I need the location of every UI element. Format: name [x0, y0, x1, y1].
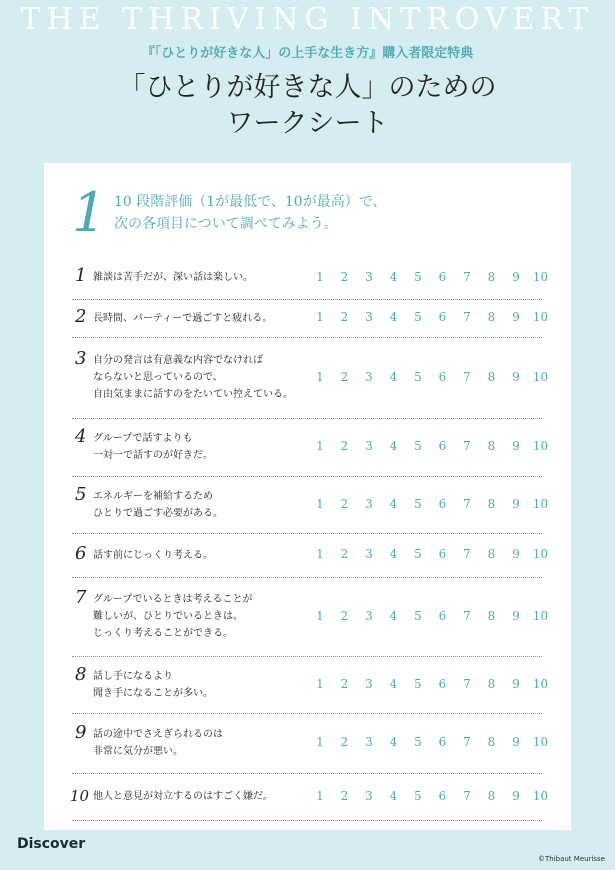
- rating-option-5[interactable]: 5: [414, 788, 422, 803]
- item-statement: [93, 547, 213, 564]
- rating-option-1[interactable]: 1: [316, 310, 324, 324]
- rating-option-2[interactable]: 2: [340, 496, 349, 511]
- rating-option-7[interactable]: 7: [463, 369, 471, 384]
- rating-option-9[interactable]: 9: [512, 676, 520, 691]
- rating-row: [72, 533, 549, 578]
- rating-option-7[interactable]: 7: [463, 676, 471, 691]
- item-number: 9: [75, 722, 87, 743]
- rating-option-9[interactable]: 9: [512, 269, 520, 284]
- rating-option-4[interactable]: 4: [389, 310, 398, 324]
- statement-line: 自分の発言は有意義な内容でなければ: [93, 355, 263, 366]
- rating-option-3[interactable]: 3: [365, 676, 373, 691]
- rating-row: [72, 577, 549, 657]
- rating-row: [72, 713, 549, 774]
- rating-row: [72, 656, 549, 714]
- item-number: 3: [75, 348, 87, 369]
- rating-option-6[interactable]: 6: [438, 547, 447, 561]
- rating-option-10[interactable]: 10: [532, 496, 549, 511]
- rating-option-3[interactable]: 3: [365, 310, 373, 324]
- rating-option-5[interactable]: 5: [414, 496, 422, 511]
- rating-option-10[interactable]: 10: [532, 608, 549, 623]
- statement-line: エネルギーを補給するため: [93, 490, 213, 502]
- section-instruction: [114, 191, 386, 235]
- rating-option-3[interactable]: 3: [365, 439, 373, 453]
- item-statement: [93, 488, 223, 522]
- rating-option-3[interactable]: 3: [365, 496, 373, 511]
- item-number: 4: [75, 426, 87, 447]
- statement-line: 雑談は苦手だが、深い話は楽しい。: [93, 272, 253, 283]
- statement-line: 話す前にじっくり考える。: [93, 549, 213, 561]
- rating-option-6[interactable]: 6: [438, 676, 447, 691]
- book-subtitle: 『「ひとりが好きな人」の上手な生き方』購入者限定特典: [141, 46, 474, 61]
- rating-option-2[interactable]: 2: [340, 369, 349, 384]
- rating-option-5[interactable]: 5: [414, 369, 422, 384]
- rating-option-4[interactable]: 4: [389, 788, 398, 803]
- rating-option-7[interactable]: 7: [463, 608, 471, 623]
- rating-option-5[interactable]: 5: [414, 310, 422, 324]
- rating-option-4[interactable]: 4: [389, 439, 398, 453]
- rating-option-4[interactable]: 4: [389, 608, 398, 623]
- rating-option-7[interactable]: 7: [463, 310, 471, 324]
- statement-line: 話の途中でさえぎられるのは: [93, 729, 223, 740]
- rating-option-6[interactable]: 6: [438, 269, 447, 284]
- rating-option-6[interactable]: 6: [438, 496, 447, 511]
- rating-option-3[interactable]: 3: [365, 547, 373, 561]
- item-statement: [93, 352, 293, 403]
- item-statement: [93, 788, 273, 805]
- rating-option-2[interactable]: 2: [340, 439, 349, 453]
- rating-option-2[interactable]: 2: [340, 735, 349, 749]
- item-statement: [93, 668, 213, 702]
- statement-line: 他人と意見が対立するのはすごく嫌だ。: [93, 791, 273, 802]
- rating-option-5[interactable]: 5: [414, 608, 422, 623]
- item-statement: [93, 310, 272, 327]
- rating-option-3[interactable]: 3: [365, 608, 373, 623]
- item-statement: [93, 591, 253, 642]
- item-number: 7: [75, 587, 87, 608]
- rating-option-10[interactable]: 10: [532, 676, 549, 691]
- rating-row: [72, 418, 549, 477]
- rating-option-7[interactable]: 7: [463, 496, 471, 511]
- rating-option-3[interactable]: 3: [365, 788, 373, 803]
- rating-option-8[interactable]: 8: [487, 676, 496, 691]
- statement-line: ならないと思っているので、: [93, 372, 223, 383]
- rating-option-1[interactable]: 1: [316, 439, 324, 453]
- rating-option-1[interactable]: 1: [316, 735, 324, 749]
- rating-option-5[interactable]: 5: [414, 735, 422, 749]
- rating-option-1[interactable]: 1: [316, 547, 324, 561]
- statement-line: 非常に気分が悪い。: [93, 746, 183, 757]
- rating-option-7[interactable]: 7: [463, 269, 471, 284]
- rating-option-8[interactable]: 8: [487, 608, 496, 623]
- rating-option-4[interactable]: 4: [389, 547, 398, 561]
- statement-line: 自由気ままに話すのをたいてい控えている。: [93, 389, 293, 400]
- series-title: THE THRIVING INTROVERT: [20, 2, 595, 37]
- rating-option-2[interactable]: 2: [340, 676, 349, 691]
- rating-row: [72, 337, 549, 419]
- rating-option-10[interactable]: 10: [532, 735, 549, 749]
- instruction-line-2: 次の各項目について調べてみよう。: [114, 216, 338, 232]
- rating-option-10[interactable]: 10: [532, 369, 549, 384]
- rating-option-10[interactable]: 10: [532, 269, 549, 284]
- item-statement: [93, 726, 223, 760]
- item-number: 2: [75, 305, 87, 327]
- statement-line: じっくり考えることができる。: [93, 628, 233, 639]
- rating-option-10[interactable]: 10: [532, 547, 549, 561]
- item-statement: [93, 430, 213, 464]
- rating-option-4[interactable]: 4: [389, 496, 398, 511]
- rating-option-2[interactable]: 2: [340, 608, 349, 623]
- rating-option-9[interactable]: 9: [512, 608, 520, 623]
- rating-option-8[interactable]: 8: [487, 547, 496, 561]
- rating-option-6[interactable]: 6: [438, 310, 447, 324]
- rating-row: [72, 256, 549, 300]
- item-number: 6: [75, 542, 87, 564]
- rating-option-10[interactable]: 10: [532, 788, 549, 803]
- rating-option-3[interactable]: 3: [365, 269, 373, 284]
- item-number: 8: [75, 663, 87, 685]
- rating-option-8[interactable]: 8: [487, 310, 496, 324]
- publisher-logo: Discover: [17, 836, 86, 852]
- rating-option-2[interactable]: 2: [340, 269, 349, 284]
- rating-option-2[interactable]: 2: [340, 547, 349, 561]
- rating-option-8[interactable]: 8: [487, 735, 496, 749]
- rating-option-6[interactable]: 6: [438, 439, 447, 453]
- rating-option-4[interactable]: 4: [389, 269, 398, 284]
- section-number: 1: [72, 181, 107, 244]
- rating-option-1[interactable]: 1: [316, 369, 324, 384]
- rating-option-7[interactable]: 7: [463, 735, 471, 749]
- rating-option-6[interactable]: 6: [438, 369, 447, 384]
- item-number: 5: [75, 483, 87, 505]
- rating-option-9[interactable]: 9: [512, 788, 520, 803]
- rating-option-9[interactable]: 9: [512, 310, 520, 324]
- rating-option-5[interactable]: 5: [414, 439, 422, 453]
- page-title: [0, 70, 615, 142]
- statement-line: グループで話すよりも: [93, 433, 193, 444]
- rating-option-5[interactable]: 5: [414, 676, 422, 691]
- rating-option-10[interactable]: 10: [532, 310, 549, 324]
- rating-option-5[interactable]: 5: [414, 269, 422, 284]
- rating-row: [72, 476, 549, 534]
- rating-option-7[interactable]: 7: [463, 439, 471, 453]
- rating-option-3[interactable]: 3: [365, 735, 373, 749]
- rating-option-2[interactable]: 2: [340, 788, 349, 803]
- rating-option-7[interactable]: 7: [463, 788, 471, 803]
- rating-option-1[interactable]: 1: [316, 269, 324, 284]
- rating-option-4[interactable]: 4: [389, 369, 398, 384]
- rating-option-8[interactable]: 8: [487, 269, 496, 284]
- statement-line: 長時間、パーティーで過ごすと疲れる。: [93, 312, 273, 324]
- rating-option-8[interactable]: 8: [487, 496, 496, 511]
- rating-option-8[interactable]: 8: [487, 439, 496, 453]
- rating-option-9[interactable]: 9: [512, 547, 520, 561]
- rating-option-2[interactable]: 2: [340, 310, 349, 324]
- statement-line: 難しいが、ひとりでいるときは、: [93, 611, 243, 622]
- rating-option-9[interactable]: 9: [512, 439, 520, 453]
- rating-option-8[interactable]: 8: [487, 788, 496, 803]
- rating-option-7[interactable]: 7: [463, 547, 471, 561]
- rating-option-9[interactable]: 9: [512, 735, 520, 749]
- rating-row: [70, 773, 549, 821]
- title-line-2: ワークシート: [226, 108, 389, 139]
- instruction-line-1: 10 段階評価（1が最低で、10が最高）で、: [114, 194, 387, 210]
- rating-option-10[interactable]: 10: [532, 439, 549, 453]
- rating-row: [72, 299, 549, 338]
- rating-option-4[interactable]: 4: [389, 735, 398, 749]
- rating-option-1[interactable]: 1: [316, 788, 324, 803]
- item-number: 10: [70, 787, 90, 805]
- statement-line: 話し手になるより: [93, 670, 173, 682]
- statement-line: ひとりで過ごす必要がある。: [93, 507, 223, 519]
- item-number: 1: [75, 265, 87, 286]
- rating-option-4[interactable]: 4: [389, 676, 398, 691]
- rating-option-8[interactable]: 8: [487, 369, 496, 384]
- rating-option-9[interactable]: 9: [512, 496, 520, 511]
- copyright-credit: ©Thibaut Meurisse: [537, 855, 605, 863]
- statement-line: グループでいるときは考えることが: [93, 594, 253, 605]
- statement-line: 聞き手になることが多い。: [93, 687, 213, 699]
- rating-option-6[interactable]: 6: [438, 788, 447, 803]
- rating-option-6[interactable]: 6: [438, 735, 447, 749]
- rating-option-6[interactable]: 6: [438, 608, 447, 623]
- rating-option-1[interactable]: 1: [316, 608, 324, 623]
- rating-option-5[interactable]: 5: [414, 547, 422, 561]
- title-line-1: 「ひとりが好きな人」のための: [118, 72, 497, 103]
- statement-line: 一対一で話すのが好きだ。: [93, 450, 213, 461]
- item-statement: [93, 269, 253, 286]
- rating-option-1[interactable]: 1: [316, 676, 324, 691]
- worksheet-card: [44, 163, 571, 830]
- rating-option-1[interactable]: 1: [316, 496, 324, 511]
- rating-option-3[interactable]: 3: [365, 369, 373, 384]
- rating-option-9[interactable]: 9: [512, 369, 520, 384]
